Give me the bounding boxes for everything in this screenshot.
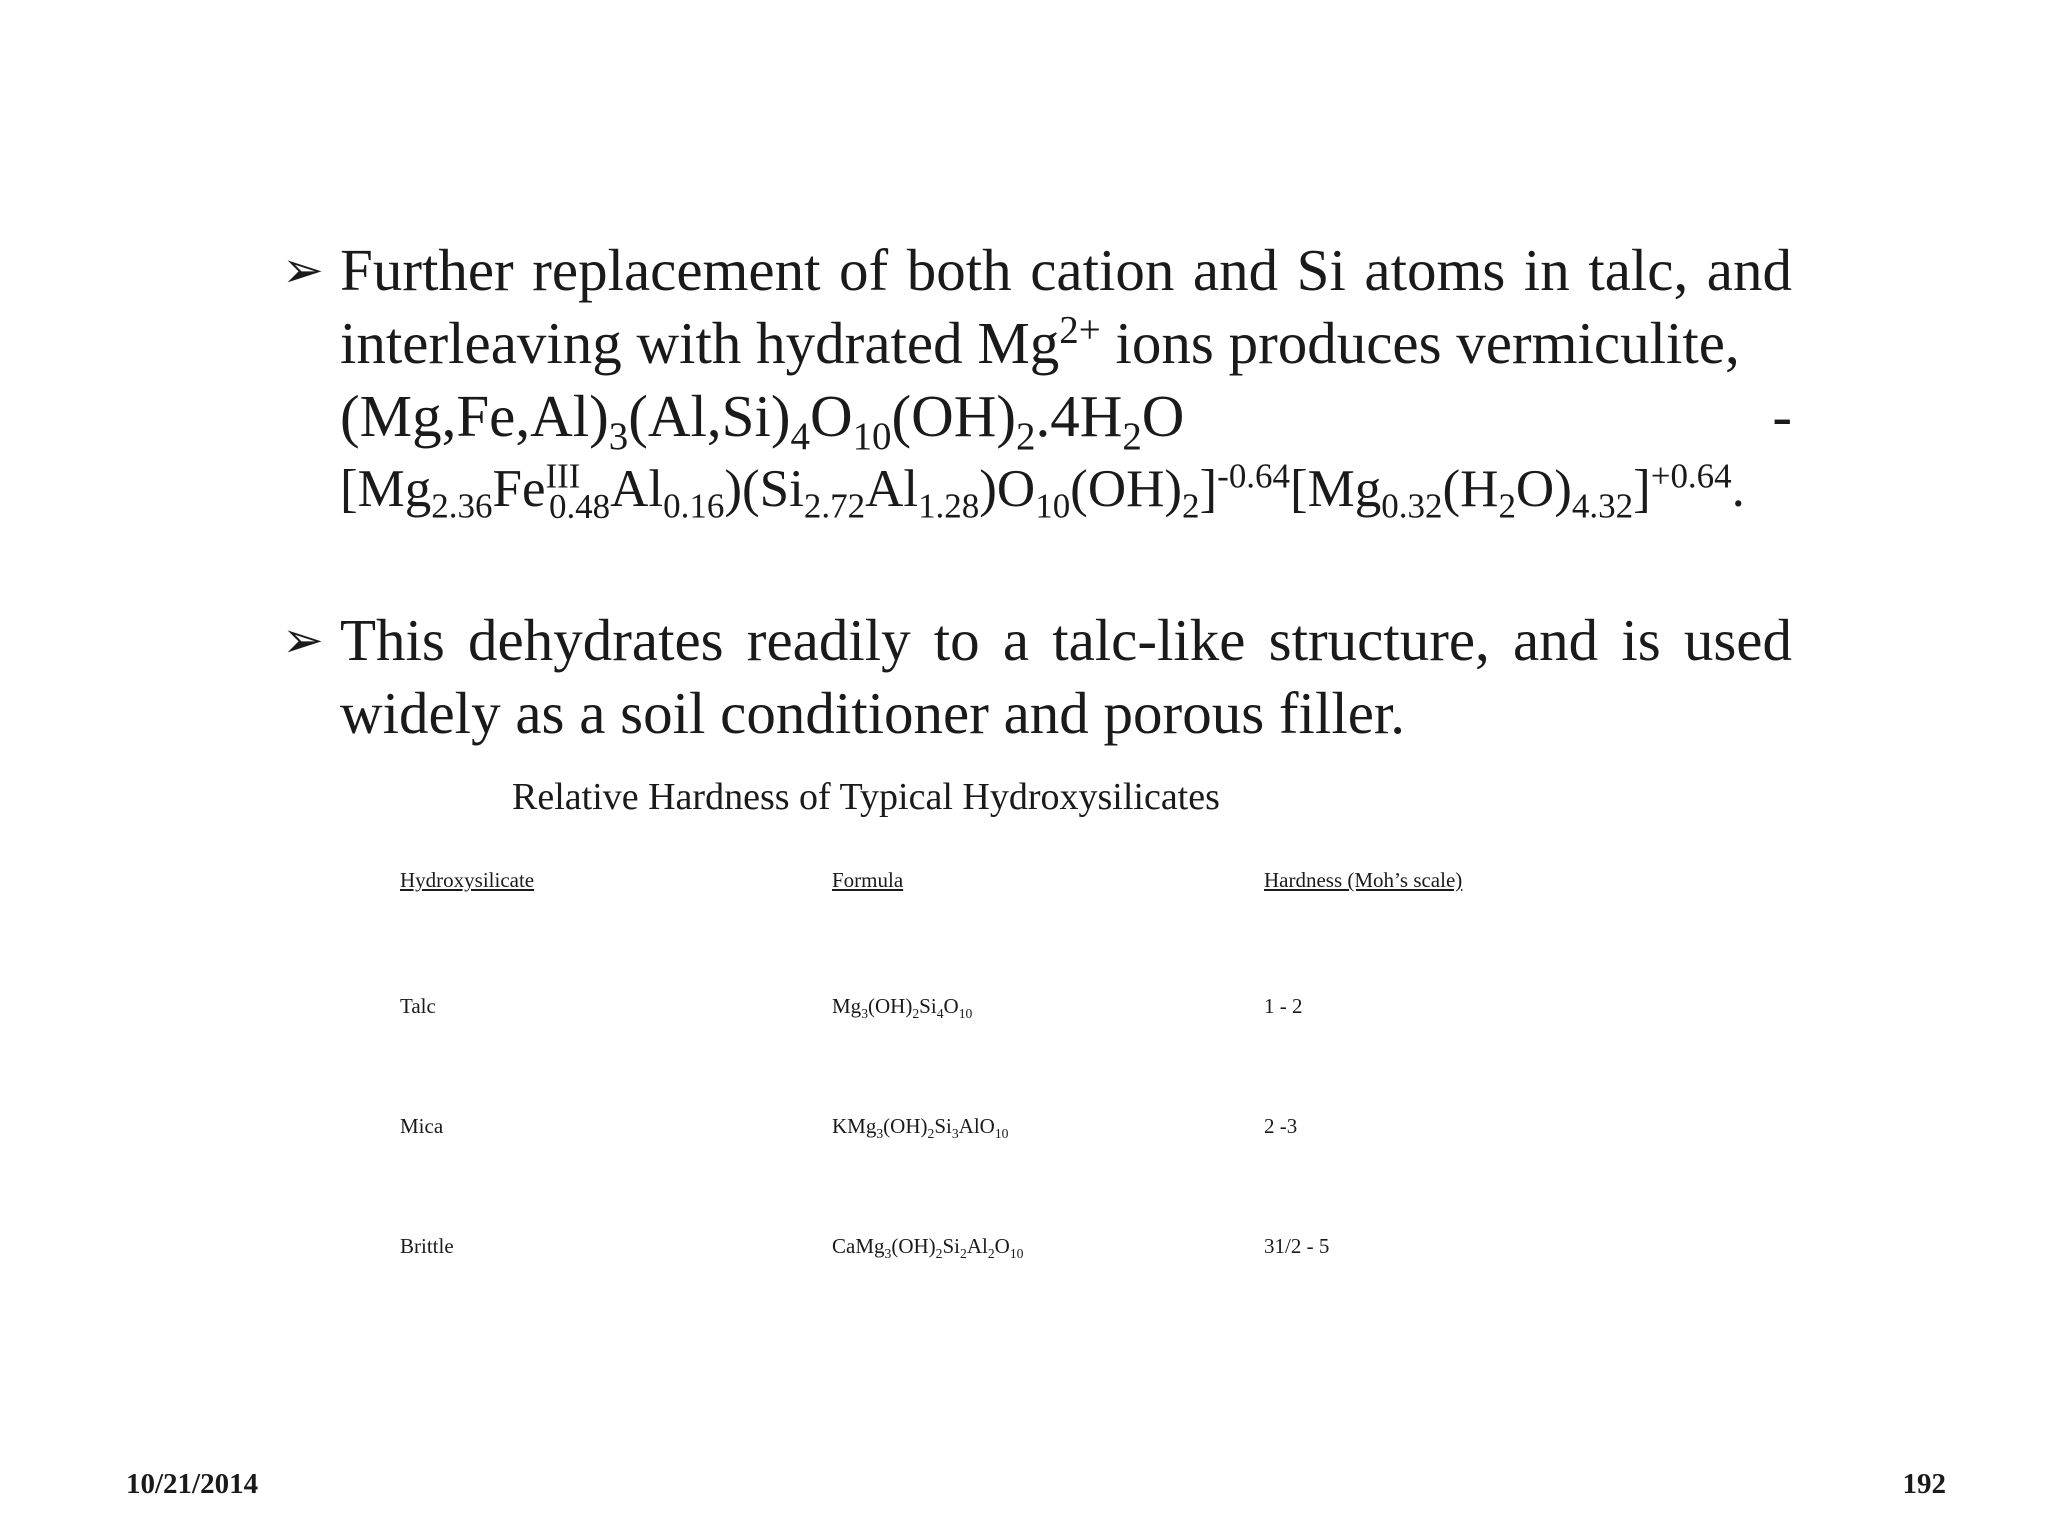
cell-formula: $KMg_3(OH)_2Si_3AlO_{10}$	[832, 1114, 1009, 1142]
table-row	[400, 1114, 1524, 1234]
slide-number: 192	[1902, 1468, 1946, 1500]
cell-name: Brittle	[400, 1234, 454, 1258]
table-row	[400, 1234, 1524, 1354]
table-title: Relative Hardness of Typical Hydroxysilicates	[512, 776, 1220, 818]
table-header-row	[400, 868, 1524, 994]
cell-formula: $Mg_3(OH)_2Si_4O_{10}$	[832, 994, 973, 1022]
cell-hardness: 1 - 2	[1264, 994, 1303, 1018]
footer-date: 10/21/2014	[126, 1468, 259, 1500]
table-row	[400, 994, 1524, 1114]
dash: -	[1772, 383, 1792, 449]
general-formula: $(Mg,Fe,Al)_3(Al,Si)_4O_{10}(OH)_2.4H_2O$ -	[340, 380, 1792, 453]
cell-name: Talc	[400, 994, 436, 1018]
bullet-text-line: Further replacement of both cation and Si atoms in talc, and	[340, 237, 1792, 303]
column-header-formula: Formula	[832, 868, 904, 892]
bullet-text: This dehydrates readily to a talc-like structure, and is used widely as a soil conditioner and porous filler.	[340, 607, 1792, 746]
hardness-table	[400, 868, 1524, 1354]
cell-name: Mica	[400, 1114, 444, 1138]
bullet-text-line: interleaving with hydrated $Mg^{2+}$ ions produces vermiculite,	[340, 308, 1740, 376]
column-header-hardness: Hardness (Moh’s scale)	[1264, 868, 1463, 892]
cell-formula: $CaMg_3(OH)_2Si_2Al_2O_{10}$	[832, 1234, 1024, 1262]
bullet-body	[340, 234, 1792, 526]
cell-hardness: 31/2 - 5	[1264, 1234, 1330, 1258]
detailed-formula: $[Mg_{2.36}Fe^{III}_{0.48}Al_{0.16})(Si_{2.72}Al_{1.28})O_{10}(OH)_2]^{-0.64}[Mg_{0.32}(H_2O)_{4.32}]^{+0.64}$.	[340, 456, 1745, 526]
bullet-dehydrates	[282, 604, 1792, 750]
arrow-bullet-icon: ➢	[282, 241, 324, 299]
column-header-hydroxysilicate: Hydroxysilicate	[400, 868, 535, 892]
arrow-bullet-icon: ➢	[282, 611, 324, 669]
bullet-vermiculite	[282, 234, 1792, 526]
cell-hardness: 2 -3	[1264, 1114, 1298, 1138]
